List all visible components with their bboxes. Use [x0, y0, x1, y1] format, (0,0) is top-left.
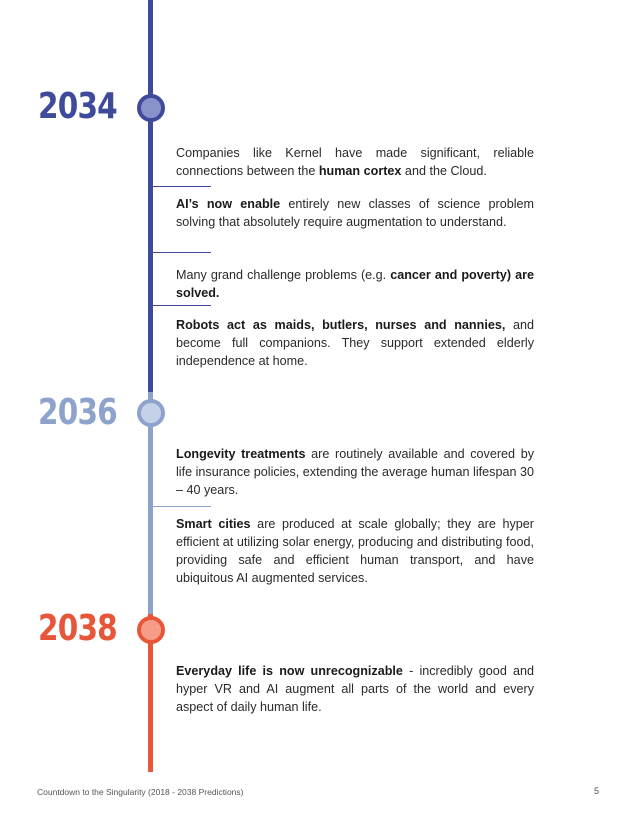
separator [153, 186, 211, 187]
prediction-robots: Robots act as maids, butlers, nurses and nannies, and become full companions. They support extended elderly independence at home. [176, 318, 534, 368]
prediction-grand-challenges: Many grand challenge problems (e.g. cancer and poverty) are solved. [176, 268, 534, 300]
timeline-dot-2038 [137, 616, 165, 644]
year-heading-2036: 2036 [38, 392, 117, 433]
timeline-dot-2034 [137, 94, 165, 122]
prediction-kernel: Companies like Kernel have made significant, reliable connections between the human cortex and the Cloud. [176, 146, 534, 178]
prediction-ai-science: AI’s now enable entirely new classes of science problem solving that absolutely require augmentation to understand. [176, 197, 534, 229]
year-heading-2034: 2034 [38, 86, 117, 127]
timeline-line-2034 [148, 0, 153, 392]
separator [153, 305, 211, 306]
separator [153, 252, 211, 253]
footer-title: Countdown to the Singularity (2018 - 2038 Predictions) [37, 787, 244, 797]
timeline-dot-2036 [137, 399, 165, 427]
prediction-everyday-life: Everyday life is now unrecognizable - incredibly good and hyper VR and AI augment all parts of the world and every aspect of daily human life. [176, 664, 534, 714]
year-heading-2038: 2038 [38, 608, 117, 649]
page-number: 5 [594, 786, 600, 796]
separator [153, 506, 211, 507]
prediction-smart-cities: Smart cities are produced at scale globally; they are hyper efficient at utilizing solar energy, producing and distributing food, providing safe and efficient human transport, and have ubiquitous AI augmented services. [176, 517, 534, 585]
prediction-longevity: Longevity treatments are routinely available and covered by life insurance policies, extending the average human lifespan 30 – 40 years. [176, 447, 534, 497]
